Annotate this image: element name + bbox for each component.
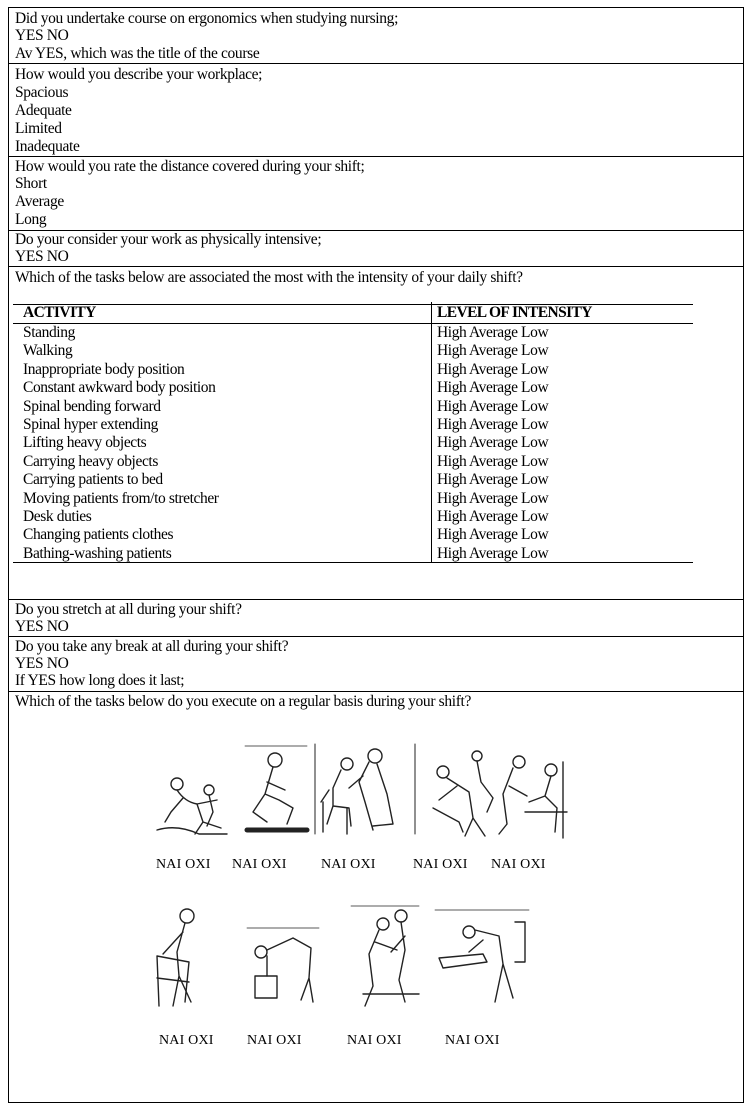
section-break bbox=[9, 637, 743, 692]
section-workplace bbox=[9, 64, 743, 157]
table-cell-intensity[interactable]: High Average Low bbox=[437, 342, 549, 360]
figure-kneeling-icon bbox=[157, 778, 227, 834]
figure-lifting-box-icon bbox=[247, 928, 319, 1002]
section-distance bbox=[9, 157, 743, 231]
table-column-divider bbox=[431, 302, 432, 563]
answer-yes-no[interactable]: YES NO bbox=[15, 27, 69, 44]
table-cell-activity: Lifting heavy objects bbox=[23, 434, 147, 452]
table-cell-activity: Inappropriate body position bbox=[23, 360, 185, 378]
table-cell-intensity[interactable]: High Average Low bbox=[437, 489, 549, 507]
figure-helping-seated-icon bbox=[321, 749, 393, 834]
table-cell-intensity[interactable]: High Average Low bbox=[437, 379, 549, 397]
option-long[interactable]: Long bbox=[15, 211, 47, 228]
break-duration-prompt: If YES how long does it last; bbox=[15, 672, 185, 689]
table-header-intensity: LEVEL OF INTENSITY bbox=[437, 304, 592, 321]
task-caption[interactable]: NAI OXI bbox=[247, 1033, 302, 1048]
table-cell-intensity[interactable]: High Average Low bbox=[437, 526, 549, 544]
question-ergonomics-course: Did you undertake course on ergonomics when studying nursing; bbox=[15, 10, 399, 27]
figure-helping-stand-icon bbox=[351, 906, 419, 1006]
task-caption[interactable]: NAI OXI bbox=[347, 1033, 402, 1048]
question-physical-intensity: Do your consider your work as physically intensive; bbox=[15, 231, 322, 248]
section-task-intensity bbox=[9, 267, 743, 600]
questionnaire-form bbox=[8, 7, 744, 1103]
table-cell-activity: Changing patients clothes bbox=[23, 526, 174, 544]
option-limited[interactable]: Limited bbox=[15, 120, 62, 137]
section-ergonomics-course bbox=[9, 8, 743, 64]
table-cell-intensity[interactable]: High Average Low bbox=[437, 544, 549, 562]
course-title-prompt: Av YES, which was the title of the course bbox=[15, 45, 260, 62]
section-physical-intensity bbox=[9, 231, 743, 267]
table-cell-activity: Moving patients from/to stretcher bbox=[23, 489, 219, 507]
table-cell-activity: Bathing-washing patients bbox=[23, 544, 172, 562]
task-caption[interactable]: NAI OXI bbox=[156, 857, 211, 872]
table-header-activity: ACTIVITY bbox=[23, 304, 96, 321]
table-cell-intensity[interactable]: High Average Low bbox=[437, 434, 549, 452]
option-spacious[interactable]: Spacious bbox=[15, 84, 69, 101]
table-cell-intensity[interactable]: High Average Low bbox=[437, 360, 549, 378]
task-caption[interactable]: NAI OXI bbox=[491, 857, 546, 872]
question-task-intensity: Which of the tasks below are associated the most with the intensity of your daily shift? bbox=[15, 269, 523, 286]
task-caption[interactable]: NAI OXI bbox=[445, 1033, 500, 1048]
table-cell-activity: Spinal hyper extending bbox=[23, 416, 158, 433]
option-adequate[interactable]: Adequate bbox=[15, 102, 72, 119]
table-cell-activity: Constant awkward body position bbox=[23, 379, 216, 397]
task-caption[interactable]: NAI OXI bbox=[321, 857, 376, 872]
section-regular-tasks bbox=[9, 692, 743, 1102]
table-cell-intensity[interactable]: High Average Low bbox=[437, 508, 549, 525]
table-cell-intensity[interactable]: High Average Low bbox=[437, 416, 549, 433]
question-regular-tasks: Which of the tasks below do you execute on a regular basis during your shift? bbox=[15, 693, 472, 710]
answer-yes-no[interactable]: YES NO bbox=[15, 655, 69, 672]
task-caption[interactable]: NAI OXI bbox=[232, 857, 287, 872]
nursing-task-illustrations-row-1-icon bbox=[147, 742, 577, 852]
table-cell-activity: Desk duties bbox=[23, 508, 92, 525]
table-cell-intensity[interactable]: High Average Low bbox=[437, 397, 549, 415]
answer-yes-no[interactable]: YES NO bbox=[15, 248, 69, 265]
table-header-rule bbox=[13, 323, 693, 324]
table-cell-activity: Walking bbox=[23, 342, 73, 360]
figure-stretcher-transfer-icon bbox=[435, 910, 529, 1002]
figure-squatting-icon bbox=[245, 746, 307, 830]
table-cell-activity: Carrying patients to bed bbox=[23, 471, 163, 489]
question-workplace: How would you describe your workplace; bbox=[15, 66, 263, 83]
option-inadequate[interactable]: Inadequate bbox=[15, 138, 80, 155]
question-stretch: Do you stretch at all during your shift? bbox=[15, 601, 242, 618]
figure-table-assist-icon bbox=[499, 756, 567, 838]
question-distance: How would you rate the distance covered during your shift; bbox=[15, 158, 365, 175]
figure-pushing-chair-icon bbox=[157, 909, 194, 1006]
task-caption[interactable]: NAI OXI bbox=[413, 857, 468, 872]
table-cell-activity: Carrying heavy objects bbox=[23, 452, 158, 470]
task-caption[interactable]: NAI OXI bbox=[159, 1033, 214, 1048]
table-cell-intensity[interactable]: High Average Low bbox=[437, 452, 549, 470]
table-cell-intensity[interactable]: High Average Low bbox=[437, 324, 549, 341]
question-break: Do you take any break at all during your shift? bbox=[15, 638, 289, 655]
figure-bending-stretcher-icon bbox=[433, 751, 493, 836]
option-average[interactable]: Average bbox=[15, 193, 64, 210]
answer-yes-no[interactable]: YES NO bbox=[15, 618, 69, 635]
table-cell-activity: Spinal bending forward bbox=[23, 397, 161, 415]
table-cell-intensity[interactable]: High Average Low bbox=[437, 471, 549, 489]
option-short[interactable]: Short bbox=[15, 175, 47, 192]
table-cell-activity: Standing bbox=[23, 324, 75, 341]
nursing-task-illustrations-row-2-icon bbox=[143, 902, 533, 1022]
section-stretch bbox=[9, 600, 743, 637]
